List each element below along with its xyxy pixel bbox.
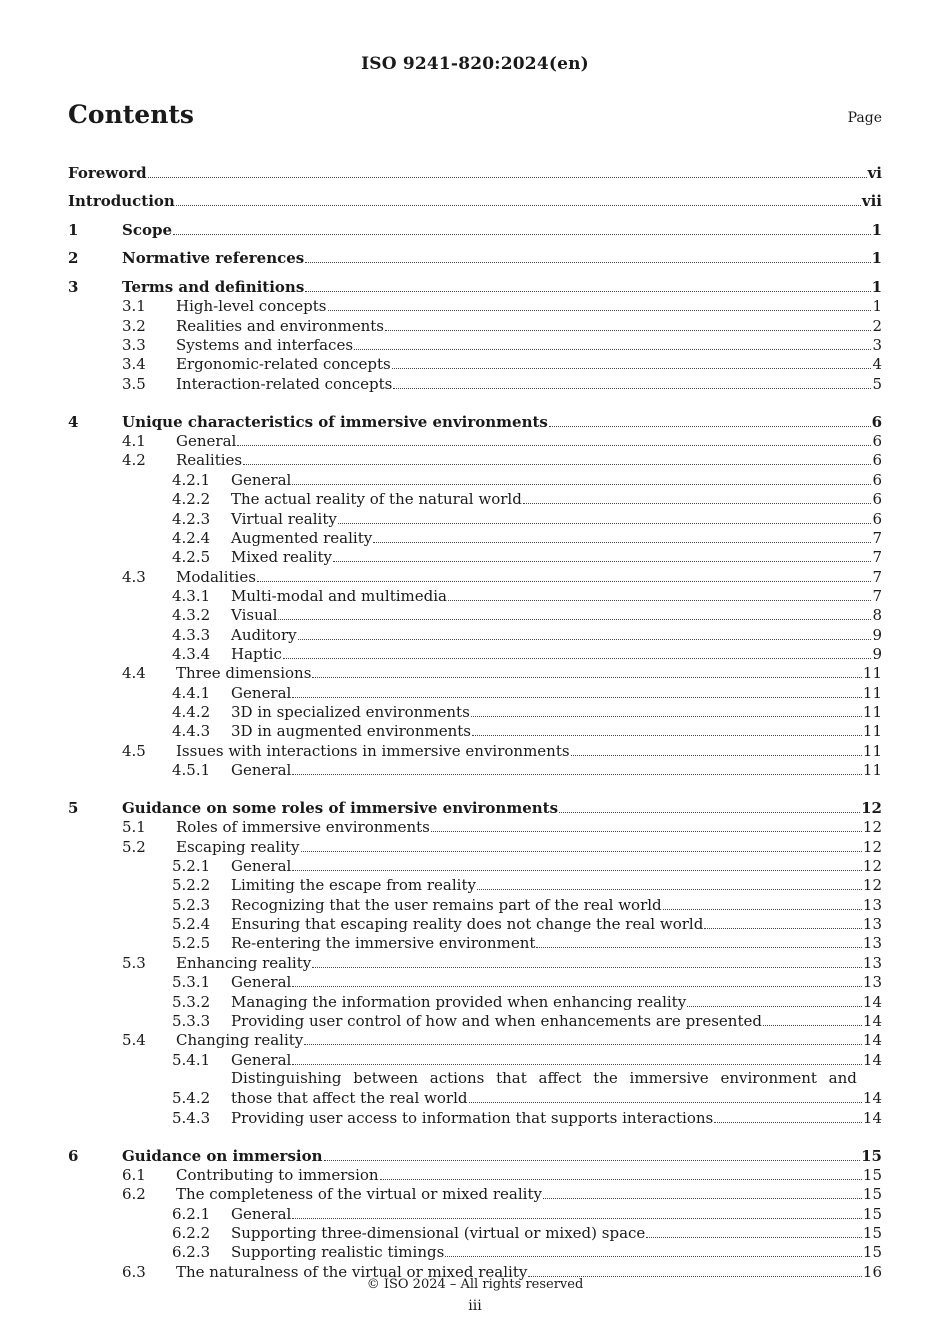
toc-entry-title: General <box>231 760 292 779</box>
toc-entry-number: 5.4 <box>122 1031 146 1050</box>
toc-entry-title: Normative references <box>122 249 305 268</box>
toc-entry[interactable] <box>68 1203 882 1222</box>
toc-entry-page: 1 <box>871 220 882 239</box>
toc-entry-title: The actual reality of the natural world <box>231 490 522 509</box>
dot-leader <box>333 560 872 562</box>
toc-entry-number: 4.2.5 <box>172 548 211 567</box>
table-of-contents <box>68 153 882 1281</box>
dot-leader <box>243 463 871 465</box>
toc-entry-number: 4.5.1 <box>172 760 211 779</box>
toc-entry-page: 1 <box>872 297 882 316</box>
toc-entry-page: 12 <box>862 837 882 856</box>
dot-leader <box>393 387 871 389</box>
toc-entry-page: 7 <box>872 528 882 547</box>
toc-entry-page: vii <box>861 192 882 211</box>
toc-entry-number: 5.3 <box>122 953 146 972</box>
toc-entry-number: 4.3.2 <box>172 606 211 625</box>
toc-entry-number: 5.2.2 <box>172 876 211 895</box>
toc-entry-number: 6.2 <box>122 1185 146 1204</box>
toc-entry-title: Mixed reality <box>231 548 332 567</box>
toc-entry-title: General <box>176 432 237 451</box>
toc-entry-number: 3.2 <box>122 316 146 335</box>
toc-entry[interactable] <box>68 1069 882 1108</box>
toc-entry[interactable] <box>68 856 882 875</box>
toc-entry-title: Providing user access to information that supports interactions <box>231 1108 714 1127</box>
toc-entry[interactable] <box>68 267 882 296</box>
dot-leader <box>472 734 862 736</box>
dot-leader <box>392 367 872 369</box>
toc-entry-number: 4.2.4 <box>172 528 211 547</box>
dot-leader <box>292 696 862 698</box>
toc-entry-page: 7 <box>872 548 882 567</box>
toc-entry-page: 6 <box>872 509 882 528</box>
toc-entry[interactable] <box>68 239 882 268</box>
toc-entry-title: General <box>231 1050 292 1069</box>
toc-entry[interactable] <box>68 875 882 894</box>
toc-entry[interactable] <box>68 508 882 527</box>
toc-entry-page: 12 <box>862 876 882 895</box>
toc-entry-page: 11 <box>862 722 882 741</box>
page-number: iii <box>468 1298 482 1314</box>
toc-entry-page: 9 <box>872 625 882 644</box>
toc-entry[interactable] <box>68 788 882 817</box>
toc-entry-number: 4.4.2 <box>172 702 211 721</box>
toc-entry[interactable] <box>68 1049 882 1068</box>
toc-entry-title: Recognizing that the user remains part of the real world <box>231 895 662 914</box>
toc-entry-page: 11 <box>862 702 882 721</box>
toc-entry-page: 14 <box>862 1089 882 1108</box>
dot-leader <box>292 1217 862 1219</box>
toc-entry-title: Multi-modal and multimedia <box>231 586 447 605</box>
toc-entry-page: 15 <box>862 1224 882 1243</box>
toc-entry[interactable] <box>68 624 882 643</box>
toc-entry-title: Issues with interactions in immersive environments <box>176 741 570 760</box>
dot-leader <box>237 444 871 446</box>
toc-entry-title: Guidance on immersion <box>122 1146 323 1165</box>
dot-leader <box>549 425 871 427</box>
toc-entry-page: 15 <box>862 1243 882 1262</box>
dot-leader <box>559 811 860 813</box>
dot-leader <box>338 522 872 524</box>
toc-entry-title: Terms and definitions <box>122 277 305 296</box>
toc-entry-page: 14 <box>862 1108 882 1127</box>
toc-entry-number: 4.4 <box>122 664 146 683</box>
toc-entry-number: 5.2.1 <box>172 857 211 876</box>
toc-entry-title: Interaction-related concepts <box>176 374 393 393</box>
toc-entry-page: 15 <box>862 1204 882 1223</box>
dot-leader <box>312 676 862 678</box>
toc-entry[interactable] <box>68 740 882 759</box>
toc-entry-title: Re-entering the immersive environment <box>231 934 536 953</box>
toc-entry-title-continued: those that affect the real world <box>231 1089 468 1108</box>
toc-entry[interactable] <box>68 836 882 855</box>
toc-entry-title: Managing the information provided when enhancing reality <box>231 992 687 1011</box>
toc-entry[interactable] <box>68 702 882 721</box>
dot-leader <box>305 261 870 263</box>
toc-entry-number: 5.2.4 <box>172 915 211 934</box>
toc-entry-title: Foreword <box>68 163 147 182</box>
dot-leader <box>328 309 872 311</box>
toc-entry[interactable] <box>68 1223 882 1242</box>
toc-entry[interactable] <box>68 450 882 469</box>
toc-entry-page: 2 <box>872 316 882 335</box>
toc-entry[interactable] <box>68 991 882 1010</box>
toc-entry[interactable] <box>68 1242 882 1261</box>
toc-entry-page: 4 <box>872 355 882 374</box>
toc-entry[interactable] <box>68 663 882 682</box>
dot-leader <box>687 1005 862 1007</box>
toc-entry[interactable] <box>68 972 882 991</box>
toc-entry[interactable] <box>68 952 882 971</box>
toc-entry-page: 6 <box>871 412 882 431</box>
toc-entry-number: 3.1 <box>122 297 146 316</box>
dot-leader <box>445 1255 862 1257</box>
toc-entry-page: 15 <box>862 1185 882 1204</box>
toc-entry-title: Unique characteristics of immersive environments <box>122 412 548 431</box>
toc-entry-page: 11 <box>862 664 882 683</box>
toc-entry-page: 9 <box>872 644 882 663</box>
toc-entry-number: 6.2.1 <box>172 1204 211 1223</box>
toc-entry-title: Ergonomic-related concepts <box>176 355 391 374</box>
toc-entry[interactable] <box>68 335 882 354</box>
toc-entry-page: 11 <box>862 741 882 760</box>
toc-entry-title: General <box>231 470 292 489</box>
toc-entry-title: Augmented reality <box>231 528 373 547</box>
dot-leader <box>714 1121 862 1123</box>
toc-entry-number: 5.2.3 <box>172 895 211 914</box>
toc-entry-page: 16 <box>862 1262 882 1281</box>
toc-entry-number: 4 <box>68 412 79 431</box>
page-column-label: Page <box>847 110 882 126</box>
dot-leader <box>469 1101 862 1103</box>
toc-entry[interactable] <box>68 1136 882 1165</box>
dot-leader <box>292 869 862 871</box>
toc-entry-title: 3D in augmented environments <box>231 722 471 741</box>
toc-entry-title: The naturalness of the virtual or mixed reality <box>176 1262 528 1281</box>
toc-entry[interactable] <box>68 721 882 740</box>
dot-leader <box>292 483 871 485</box>
dot-leader <box>380 1178 862 1180</box>
dot-leader <box>301 850 862 852</box>
dot-leader <box>312 966 862 968</box>
toc-entry-page: 13 <box>862 915 882 934</box>
toc-entry-number: 5.2 <box>122 837 146 856</box>
toc-entry[interactable] <box>68 682 882 701</box>
toc-entry-title: Introduction <box>68 192 175 211</box>
toc-entry-number: 4.1 <box>122 432 146 451</box>
toc-entry-page: 14 <box>862 1050 882 1069</box>
toc-entry-page: 15 <box>862 1166 882 1184</box>
toc-entry-page: 6 <box>872 432 882 451</box>
toc-entry-page: 3 <box>872 336 882 354</box>
toc-entry-title: Guidance on some roles of immersive environments <box>122 799 559 818</box>
toc-entry-number: 4.5 <box>122 741 146 760</box>
document-identifier: ISO 9241-820:2024(en) <box>361 54 589 74</box>
toc-entry-number: 3.5 <box>122 374 146 393</box>
toc-entry[interactable] <box>68 1184 882 1203</box>
dot-leader <box>324 1159 861 1161</box>
toc-entry-title: Roles of immersive environments <box>176 818 430 837</box>
dot-leader <box>298 638 872 640</box>
toc-entry-title: 3D in specialized environments <box>231 702 470 721</box>
toc-entry-number: 5.4.1 <box>172 1050 211 1069</box>
toc-entry-title: Modalities <box>176 567 256 586</box>
toc-entry[interactable] <box>68 153 882 182</box>
toc-entry-number: 4.2.1 <box>172 470 211 489</box>
dot-leader <box>173 233 871 235</box>
dot-leader <box>523 502 872 504</box>
toc-entry-number: 2 <box>68 249 79 268</box>
toc-entry[interactable] <box>68 182 882 211</box>
toc-entry-page: 12 <box>861 799 882 818</box>
toc-entry-page: 1 <box>871 277 882 296</box>
toc-entry-title: Three dimensions <box>176 664 312 683</box>
toc-entry-page: vi <box>867 163 882 182</box>
toc-entry-page: 6 <box>872 451 882 470</box>
toc-entry-title: General <box>231 1204 292 1223</box>
toc-entry-number: 4.3.4 <box>172 644 211 663</box>
toc-entry[interactable] <box>68 402 882 431</box>
toc-entry-title: Auditory <box>231 625 297 644</box>
dot-leader <box>543 1197 862 1199</box>
toc-entry[interactable] <box>68 605 882 624</box>
toc-entry[interactable] <box>68 586 882 605</box>
toc-entry[interactable] <box>68 933 882 952</box>
toc-entry-number: 4.2 <box>122 451 146 470</box>
toc-entry-page: 14 <box>862 1011 882 1030</box>
dot-leader <box>663 908 862 910</box>
toc-entry[interactable] <box>68 894 882 913</box>
toc-entry-number: 5.3.1 <box>172 973 211 992</box>
toc-entry[interactable] <box>68 296 882 315</box>
dot-leader <box>385 329 871 331</box>
dot-leader <box>283 657 872 659</box>
toc-entry-page: 6 <box>872 470 882 489</box>
toc-entry[interactable] <box>68 210 882 239</box>
dot-leader <box>646 1236 862 1238</box>
dot-leader <box>304 1043 862 1045</box>
dot-leader <box>257 580 872 582</box>
toc-entry-page: 12 <box>862 857 882 876</box>
toc-entry-page: 12 <box>862 818 882 837</box>
toc-entry-page: 8 <box>872 606 882 625</box>
toc-entry-title: Ensuring that escaping reality does not change the real world <box>231 915 704 934</box>
toc-entry-page: 1 <box>871 249 882 268</box>
toc-entry-number: 5.4.2 <box>172 1089 211 1108</box>
toc-entry-number: 4.4.3 <box>172 722 211 741</box>
toc-entry-page: 13 <box>862 953 882 972</box>
dot-leader <box>292 1063 862 1065</box>
toc-entry-title: Limiting the escape from reality <box>231 876 476 895</box>
toc-entry-title: Haptic <box>231 644 282 663</box>
toc-entry[interactable] <box>68 1011 882 1030</box>
toc-entry-number: 5.2.5 <box>172 934 211 953</box>
toc-entry-number: 4.3.1 <box>172 586 211 605</box>
toc-entry[interactable] <box>68 469 882 488</box>
toc-entry-page: 13 <box>862 934 882 953</box>
toc-entry-number: 4.3.3 <box>172 625 211 644</box>
toc-entry-title: Visual <box>231 606 278 625</box>
copyright-notice: © ISO 2024 – All rights reserved <box>366 1277 584 1292</box>
toc-entry-number: 5.3.2 <box>172 992 211 1011</box>
toc-entry-page: 13 <box>862 895 882 914</box>
toc-entry-number: 4.2.3 <box>172 509 211 528</box>
toc-entry-number: 5.4.3 <box>172 1108 211 1127</box>
toc-entry[interactable] <box>68 644 882 663</box>
toc-entry-number: 5 <box>68 799 79 818</box>
toc-entry[interactable] <box>68 431 882 450</box>
toc-entry-number: 3.4 <box>122 355 146 374</box>
toc-entry-number: 6.3 <box>122 1262 146 1281</box>
toc-entry-number: 3.3 <box>122 336 146 354</box>
toc-entry-number: 6.2.3 <box>172 1243 211 1262</box>
toc-entry-page: 14 <box>862 992 882 1011</box>
toc-entry[interactable] <box>68 760 882 779</box>
toc-entry-page: 7 <box>872 567 882 586</box>
contents-title-row <box>68 100 882 136</box>
toc-entry-title: Enhancing reality <box>176 953 312 972</box>
toc-entry-title: Providing user control of how and when enhancements are presented <box>231 1011 762 1030</box>
toc-entry-page: 11 <box>862 760 882 779</box>
toc-entry-title: Supporting realistic timings <box>231 1243 445 1262</box>
dot-leader <box>704 927 862 929</box>
dot-leader <box>431 830 862 832</box>
toc-entry-title: Realities and environments <box>176 316 385 335</box>
dot-leader <box>571 754 862 756</box>
toc-entry[interactable] <box>68 914 882 933</box>
toc-entry-title: General <box>231 683 292 702</box>
toc-entry-title: The completeness of the virtual or mixed reality <box>176 1185 542 1204</box>
toc-entry[interactable] <box>68 528 882 547</box>
toc-entry-number: 6.1 <box>122 1166 146 1184</box>
toc-entry-page: 13 <box>862 973 882 992</box>
toc-entry-title: Scope <box>122 220 173 239</box>
toc-entry-page: 15 <box>861 1146 882 1165</box>
dot-leader <box>477 888 862 890</box>
toc-entry-number: 5.1 <box>122 818 146 837</box>
dot-leader <box>176 204 861 206</box>
toc-entry-page: 6 <box>872 490 882 509</box>
toc-entry-page: 7 <box>872 586 882 605</box>
toc-entry[interactable] <box>68 1030 882 1049</box>
toc-entry[interactable] <box>68 547 882 566</box>
toc-entry-title: Distinguishing between actions that affect the immersive environment and <box>231 1068 857 1087</box>
toc-entry-title: Supporting three-dimensional (virtual or mixed) space <box>231 1224 646 1243</box>
page-title: Contents <box>68 100 195 129</box>
toc-entry-number: 6.2.2 <box>172 1224 211 1243</box>
dot-leader <box>471 715 862 717</box>
toc-entry-number: 6 <box>68 1146 79 1165</box>
dot-leader <box>278 618 871 620</box>
toc-entry-number: 4.4.1 <box>172 683 211 702</box>
toc-entry-number: 5.3.3 <box>172 1011 211 1030</box>
toc-entry-page: 5 <box>872 374 882 393</box>
toc-entry[interactable] <box>68 354 882 373</box>
toc-entry-title: Escaping reality <box>176 837 300 856</box>
toc-entry-title: Contributing to immersion <box>176 1166 379 1184</box>
dot-leader <box>536 946 862 948</box>
dot-leader <box>373 541 871 543</box>
toc-entry-title: Changing reality <box>176 1031 304 1050</box>
toc-entry-title: General <box>231 973 292 992</box>
toc-entry[interactable] <box>68 1165 882 1184</box>
toc-entry-page: 14 <box>862 1031 882 1050</box>
dot-leader <box>448 599 871 601</box>
dot-leader <box>292 985 862 987</box>
dot-leader <box>148 176 867 178</box>
toc-entry-title: Systems and interfaces <box>176 336 354 354</box>
dot-leader <box>763 1024 862 1026</box>
toc-entry[interactable] <box>68 373 882 392</box>
toc-entry[interactable] <box>68 1107 882 1126</box>
toc-entry-number: 4.3 <box>122 567 146 586</box>
toc-entry-title: Virtual reality <box>231 509 337 528</box>
toc-entry[interactable] <box>68 817 882 836</box>
toc-entry-number: 4.2.2 <box>172 490 211 509</box>
dot-leader <box>305 290 870 292</box>
toc-entry[interactable] <box>68 489 882 508</box>
dot-leader <box>292 773 862 775</box>
toc-entry-page: 11 <box>862 683 882 702</box>
dot-leader <box>354 348 871 350</box>
toc-entry-number: 1 <box>68 220 79 239</box>
toc-entry-title: High-level concepts <box>176 297 327 316</box>
toc-entry-title: General <box>231 857 292 876</box>
toc-entry-number: 3 <box>68 277 79 296</box>
toc-entry-title: Realities <box>176 451 243 470</box>
toc-entry[interactable] <box>68 315 882 334</box>
toc-entry[interactable] <box>68 566 882 585</box>
